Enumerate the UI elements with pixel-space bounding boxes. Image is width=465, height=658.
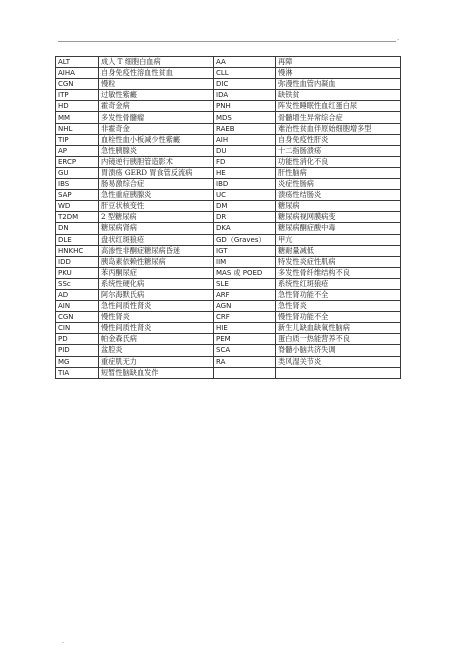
- abbreviation-cell: ERCP: [56, 156, 99, 167]
- table-row: [56, 57, 401, 68]
- abbreviation-cell: AIH: [214, 134, 276, 145]
- abbreviation-cell: DU: [214, 145, 276, 156]
- table-row: [56, 190, 401, 201]
- term-cell: 2 型糖尿病: [99, 212, 214, 223]
- abbreviation-cell: SCA: [214, 345, 276, 356]
- term-cell: 溃疡性结肠炎: [276, 190, 401, 201]
- term-cell: 十二指肠溃疡: [276, 145, 401, 156]
- table-row: [56, 312, 401, 323]
- abbreviation-cell: CGN: [56, 312, 99, 323]
- table-row: [56, 145, 401, 156]
- term-cell: 糖尿病酮症酸中毒: [276, 223, 401, 234]
- term-cell: 血栓性血小板减少性紫癜: [99, 134, 214, 145]
- abbreviation-cell: SLE: [214, 278, 276, 289]
- table-row: [56, 301, 401, 312]
- abbreviation-cell: HE: [214, 167, 276, 178]
- term-cell: 系统性红斑狼疮: [276, 278, 401, 289]
- table-row: [56, 289, 401, 300]
- term-cell: 弥漫性血管内凝血: [276, 79, 401, 90]
- abbreviation-cell: PID: [56, 345, 99, 356]
- abbreviation-table-body: [56, 57, 401, 379]
- term-cell: 多发性骨纤维结构不良: [276, 267, 401, 278]
- term-cell: 重症肌无力: [99, 356, 214, 367]
- abbreviation-cell: AP: [56, 145, 99, 156]
- term-cell: 急性重症胰腺炎: [99, 190, 214, 201]
- table-row: [56, 267, 401, 278]
- abbreviation-table: [55, 56, 401, 379]
- term-cell: 糖尿病: [276, 201, 401, 212]
- term-cell: 特发性炎症性肌病: [276, 256, 401, 267]
- term-cell: 肝豆状核变性: [99, 201, 214, 212]
- term-cell: 功能性消化不良: [276, 156, 401, 167]
- table-row: [56, 101, 401, 112]
- term-cell: 多发性骨髓瘤: [99, 112, 214, 123]
- table-row: [56, 223, 401, 234]
- term-cell: 盘状红斑狼疮: [99, 234, 214, 245]
- term-cell: 急性肾功能不全: [276, 289, 401, 300]
- term-cell: 肠易激综合症: [99, 179, 214, 190]
- abbreviation-cell: CGN: [56, 79, 99, 90]
- term-cell: 系统性硬化病: [99, 278, 214, 289]
- table-row: [56, 334, 401, 345]
- abbreviation-cell: AA: [214, 57, 276, 68]
- term-cell: 急性肾炎: [276, 301, 401, 312]
- table-row: [56, 179, 401, 190]
- abbreviation-cell: ARF: [214, 289, 276, 300]
- term-cell: 甲亢: [276, 234, 401, 245]
- term-cell: 盆腔炎: [99, 345, 214, 356]
- table-row: [56, 68, 401, 79]
- table-row: [56, 123, 401, 134]
- term-cell: 骨髓增生异常综合症: [276, 112, 401, 123]
- term-cell: 肝性脑病: [276, 167, 401, 178]
- abbreviation-cell: PKU: [56, 267, 99, 278]
- term-cell: 再障: [276, 57, 401, 68]
- abbreviation-cell: DKA: [214, 223, 276, 234]
- abbreviation-cell: DM: [214, 201, 276, 212]
- table-row: [56, 278, 401, 289]
- abbreviation-cell: CIN: [56, 323, 99, 334]
- abbreviation-cell: GU: [56, 167, 99, 178]
- abbreviation-cell: IIM: [214, 256, 276, 267]
- term-cell: 脊髓小脑共济失调: [276, 345, 401, 356]
- table-row: [56, 79, 401, 90]
- abbreviation-cell: IBD: [214, 179, 276, 190]
- term-cell: 急性间质性肾炎: [99, 301, 214, 312]
- abbreviation-cell: UC: [214, 190, 276, 201]
- term-cell: 难治性贫血伴原始细胞增多型: [276, 123, 401, 134]
- abbreviation-cell: TIP: [56, 134, 99, 145]
- term-cell: 苯丙酮尿症: [99, 267, 214, 278]
- term-cell: 蛋白质一热能营养不良: [276, 334, 401, 345]
- abbreviation-cell: IDA: [214, 90, 276, 101]
- term-cell: 慢淋: [276, 68, 401, 79]
- abbreviation-cell: SAP: [56, 190, 99, 201]
- abbreviation-cell: T2DM: [56, 212, 99, 223]
- abbreviation-cell: MDS: [214, 112, 276, 123]
- abbreviation-cell: SSc: [56, 278, 99, 289]
- abbreviation-cell: AD: [56, 289, 99, 300]
- header-rule: [58, 41, 396, 42]
- term-cell: 慢性肾功能不全: [276, 312, 401, 323]
- term-cell: 糖耐量减低: [276, 245, 401, 256]
- term-cell: 类风湿关节炎: [276, 356, 401, 367]
- table-row: [56, 356, 401, 367]
- abbreviation-cell: MAS 或 POED: [214, 267, 276, 278]
- abbreviation-cell: DLE: [56, 234, 99, 245]
- abbreviation-cell: WD: [56, 201, 99, 212]
- abbreviation-cell: HD: [56, 101, 99, 112]
- table-row: [56, 367, 401, 378]
- table-row: [56, 212, 401, 223]
- abbreviation-cell: FD: [214, 156, 276, 167]
- abbreviation-cell: RAEB: [214, 123, 276, 134]
- table-row: [56, 90, 401, 101]
- term-cell: 过敏性紫癜: [99, 90, 214, 101]
- abbreviation-cell: IBS: [56, 179, 99, 190]
- abbreviation-cell: ALT: [56, 57, 99, 68]
- term-cell: 阿尔海默氏病: [99, 289, 214, 300]
- table-row: [56, 234, 401, 245]
- abbreviation-cell: ITP: [56, 90, 99, 101]
- abbreviation-cell: MM: [56, 112, 99, 123]
- term-cell: 炎症性肠病: [276, 179, 401, 190]
- table-row: [56, 134, 401, 145]
- abbreviation-cell: PEM: [214, 334, 276, 345]
- abbreviation-cell: AIN: [56, 301, 99, 312]
- abbreviation-cell: IGT: [214, 245, 276, 256]
- term-cell: 帕金森氏病: [99, 334, 214, 345]
- table-row: [56, 156, 401, 167]
- abbreviation-cell: NHL: [56, 123, 99, 134]
- abbreviation-cell: DR: [214, 212, 276, 223]
- term-cell: 非霍奇金: [99, 123, 214, 134]
- term-cell: [276, 367, 401, 378]
- abbreviation-cell: HIE: [214, 323, 276, 334]
- abbreviation-cell: IDD: [56, 256, 99, 267]
- table-row: [56, 201, 401, 212]
- term-cell: 内镜逆行胰胆管造影术: [99, 156, 214, 167]
- table-row: [56, 345, 401, 356]
- term-cell: 糖尿病肾病: [99, 223, 214, 234]
- table-row: [56, 323, 401, 334]
- term-cell: 慢粒: [99, 79, 214, 90]
- abbreviation-cell: PNH: [214, 101, 276, 112]
- abbreviation-cell: AIHA: [56, 68, 99, 79]
- table-row: [56, 256, 401, 267]
- abbreviation-cell: DN: [56, 223, 99, 234]
- abbreviation-cell: MG: [56, 356, 99, 367]
- term-cell: 自身免疫性肝炎: [276, 134, 401, 145]
- abbreviation-cell: DIC: [214, 79, 276, 90]
- term-cell: 阵发性睡眠性血红蛋白尿: [276, 101, 401, 112]
- term-cell: 慢性间质性肾炎: [99, 323, 214, 334]
- term-cell: 胃溃疡 GERD 胃食管反流病: [99, 167, 214, 178]
- term-cell: 霍奇金病: [99, 101, 214, 112]
- table-row: [56, 167, 401, 178]
- term-cell: 胰岛素依赖性糖尿病: [99, 256, 214, 267]
- table-row: [56, 112, 401, 123]
- term-cell: 新生儿缺血缺氧性脑病: [276, 323, 401, 334]
- abbreviation-cell: PD: [56, 334, 99, 345]
- corner-mark: .: [397, 34, 400, 42]
- term-cell: 慢性肾炎: [99, 312, 214, 323]
- abbreviation-cell: CRF: [214, 312, 276, 323]
- term-cell: 成人 T 细胞白血病: [99, 57, 214, 68]
- abbreviation-cell: AGN: [214, 301, 276, 312]
- table-row: [56, 245, 401, 256]
- term-cell: 自身免疫性溶血性贫血: [99, 68, 214, 79]
- abbreviation-cell: RA: [214, 356, 276, 367]
- term-cell: 急性胰腺炎: [99, 145, 214, 156]
- term-cell: 糖尿病视网膜病变: [276, 212, 401, 223]
- term-cell: 高渗性非酮症糖尿病昏迷: [99, 245, 214, 256]
- term-cell: 缺铁贫: [276, 90, 401, 101]
- footer-mark: .: [62, 637, 65, 645]
- term-cell: 短暂性脑缺血发作: [99, 367, 214, 378]
- abbreviation-cell: TIA: [56, 367, 99, 378]
- abbreviation-cell: HNKHC: [56, 245, 99, 256]
- abbreviation-cell: GD（Graves）: [214, 234, 276, 245]
- abbreviation-cell: CLL: [214, 68, 276, 79]
- abbreviation-cell: [214, 367, 276, 378]
